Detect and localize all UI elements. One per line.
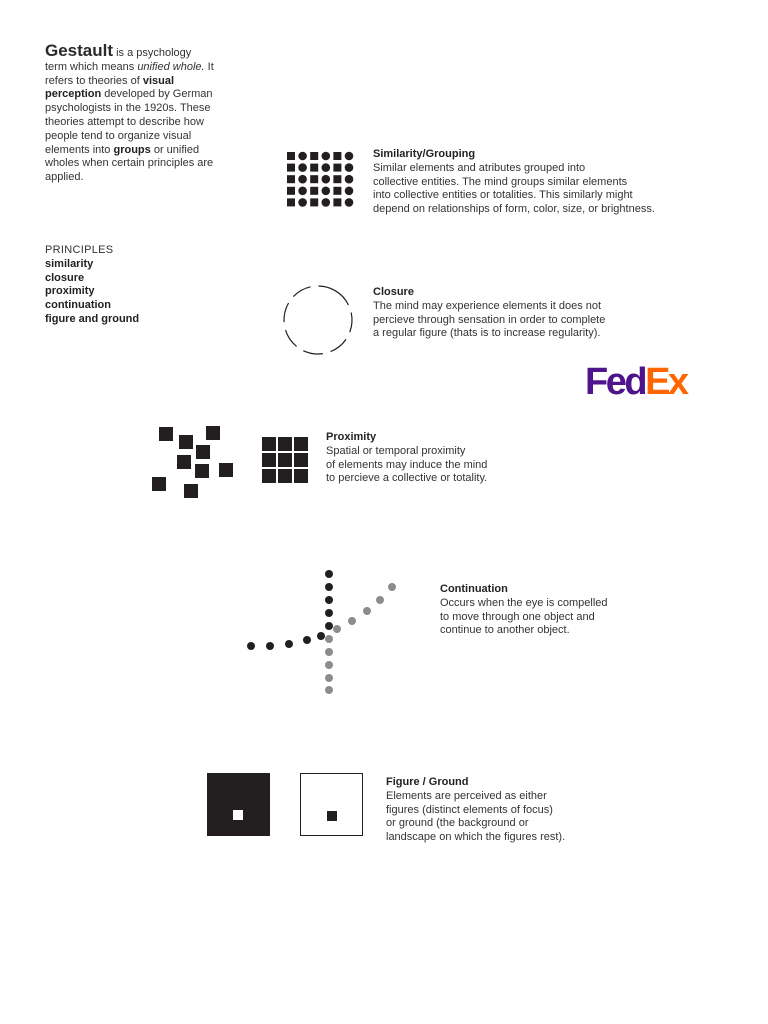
grouped-square	[294, 437, 308, 451]
continuation-dot-black	[247, 642, 255, 650]
similarity-square	[310, 164, 318, 172]
similarity-circle	[298, 187, 307, 196]
similarity-square	[333, 187, 341, 195]
similarity-square	[310, 152, 318, 160]
figure-ground-dark-box	[207, 773, 271, 837]
continuation-dot-gray	[325, 635, 333, 643]
continuation-section: Continuation Occurs when the eye is compelled to move through one object and continue to another object.	[440, 583, 608, 637]
grouped-square	[262, 437, 276, 451]
similarity-circle	[298, 152, 307, 161]
similarity-circle	[322, 198, 331, 207]
principle-item: closure	[45, 271, 85, 284]
closure-section: Closure The mind may experience elements it does not percieve through sensation in order to complete a regular figure (thats is to increase regularity).	[373, 286, 606, 340]
similarity-circle	[345, 175, 354, 184]
continuation-heading: Continuation	[440, 583, 508, 595]
continuation-dot-black	[325, 622, 333, 630]
continuation-dot-gray	[388, 583, 396, 591]
scattered-square	[159, 427, 173, 441]
closure-illustration	[278, 280, 358, 360]
continuation-dot-gray	[325, 674, 333, 682]
continuation-dot-gray	[333, 625, 341, 633]
figure-square-dark	[327, 811, 337, 821]
similarity-circle	[345, 152, 354, 161]
similarity-square	[333, 152, 341, 160]
grouped-square	[278, 453, 292, 467]
scattered-square	[184, 484, 198, 498]
continuation-dot-gray	[363, 607, 371, 615]
similarity-square	[333, 175, 341, 183]
similarity-circle	[345, 163, 354, 172]
continuation-dot-gray	[376, 596, 384, 604]
scattered-square	[177, 455, 191, 469]
similarity-illustration	[286, 151, 356, 217]
similarity-circle	[322, 175, 331, 184]
fedex-logo: FedEx	[585, 361, 687, 403]
principle-item: figure and ground	[45, 312, 140, 325]
grouped-square	[294, 453, 308, 467]
similarity-circle	[322, 163, 331, 172]
proximity-heading: Proximity	[326, 431, 377, 443]
continuation-dot-black	[325, 609, 333, 617]
scattered-square	[196, 445, 210, 459]
similarity-square	[333, 164, 341, 172]
scattered-square	[152, 477, 166, 491]
continuation-illustration	[240, 566, 410, 706]
scattered-square	[195, 464, 209, 478]
similarity-heading: Similarity/Grouping	[373, 148, 476, 160]
grouped-square	[278, 469, 292, 483]
figure-ground-heading: Figure / Ground	[386, 776, 469, 788]
principles-heading: PRINCIPLES	[45, 244, 114, 256]
figure-ground-light-box	[300, 773, 364, 837]
grouped-square	[262, 469, 276, 483]
grouped-square	[294, 469, 308, 483]
grouped-square	[278, 437, 292, 451]
scattered-square	[206, 426, 220, 440]
figure-ground-section: Figure / Ground Elements are perceived as either figures (distinct elements of focus) or ground (the background or landscape on which the figures rest).	[386, 776, 566, 844]
principles-list	[45, 244, 139, 327]
principle-item: proximity	[45, 285, 95, 298]
scattered-square	[219, 463, 233, 477]
similarity-square	[310, 187, 318, 195]
similarity-square	[287, 198, 295, 206]
continuation-dot-gray	[348, 617, 356, 625]
similarity-circle	[322, 187, 331, 196]
proximity-grouped-squares	[262, 437, 312, 487]
grouped-square	[262, 453, 276, 467]
similarity-square	[287, 187, 295, 195]
principle-item: similarity	[45, 257, 94, 270]
page-title: Gestault	[45, 41, 114, 60]
similarity-square	[287, 152, 295, 160]
continuation-dot-gray	[325, 686, 333, 694]
continuation-dot-black	[325, 596, 333, 604]
similarity-square	[287, 164, 295, 172]
similarity-square	[287, 175, 295, 183]
similarity-square	[310, 198, 318, 206]
continuation-dot-black	[266, 642, 274, 650]
continuation-dot-black	[317, 632, 325, 640]
similarity-section: Similarity/Grouping Similar elements and atributes grouped into collective entities. The mind groups similar elements into collective entities or totalities. This similarly might depend on relationships of form, color, size, or brightness.	[373, 148, 655, 216]
continuation-dot-black	[303, 636, 311, 644]
similarity-square	[333, 198, 341, 206]
similarity-circle	[298, 163, 307, 172]
scattered-square	[179, 435, 193, 449]
similarity-square	[310, 175, 318, 183]
similarity-circle	[298, 198, 307, 207]
continuation-dot-gray	[325, 661, 333, 669]
continuation-dot-black	[285, 640, 293, 648]
proximity-section: Proximity Spatial or temporal proximity of elements may induce the mind to percieve a collective or totality.	[326, 431, 488, 485]
principle-item: continuation	[45, 299, 111, 312]
continuation-dot-gray	[325, 648, 333, 656]
closure-dashed-circle	[272, 274, 365, 367]
closure-heading: Closure	[373, 286, 414, 298]
similarity-circle	[345, 198, 354, 207]
figure-square-light	[233, 810, 243, 820]
similarity-circle	[345, 187, 354, 196]
intro-paragraph: Gestault is a psychology term which means unified whole. It refers to theories of visual perception developed by German psychologists in the 1920s. These theories attempt to describe how people tend to organize visual elements into groups or unified wholes when certain principles are applied.	[45, 41, 214, 184]
similarity-circle	[298, 175, 307, 184]
continuation-dot-black	[325, 583, 333, 591]
proximity-scattered-squares	[150, 424, 240, 504]
similarity-circle	[322, 152, 331, 161]
continuation-dot-black	[325, 570, 333, 578]
